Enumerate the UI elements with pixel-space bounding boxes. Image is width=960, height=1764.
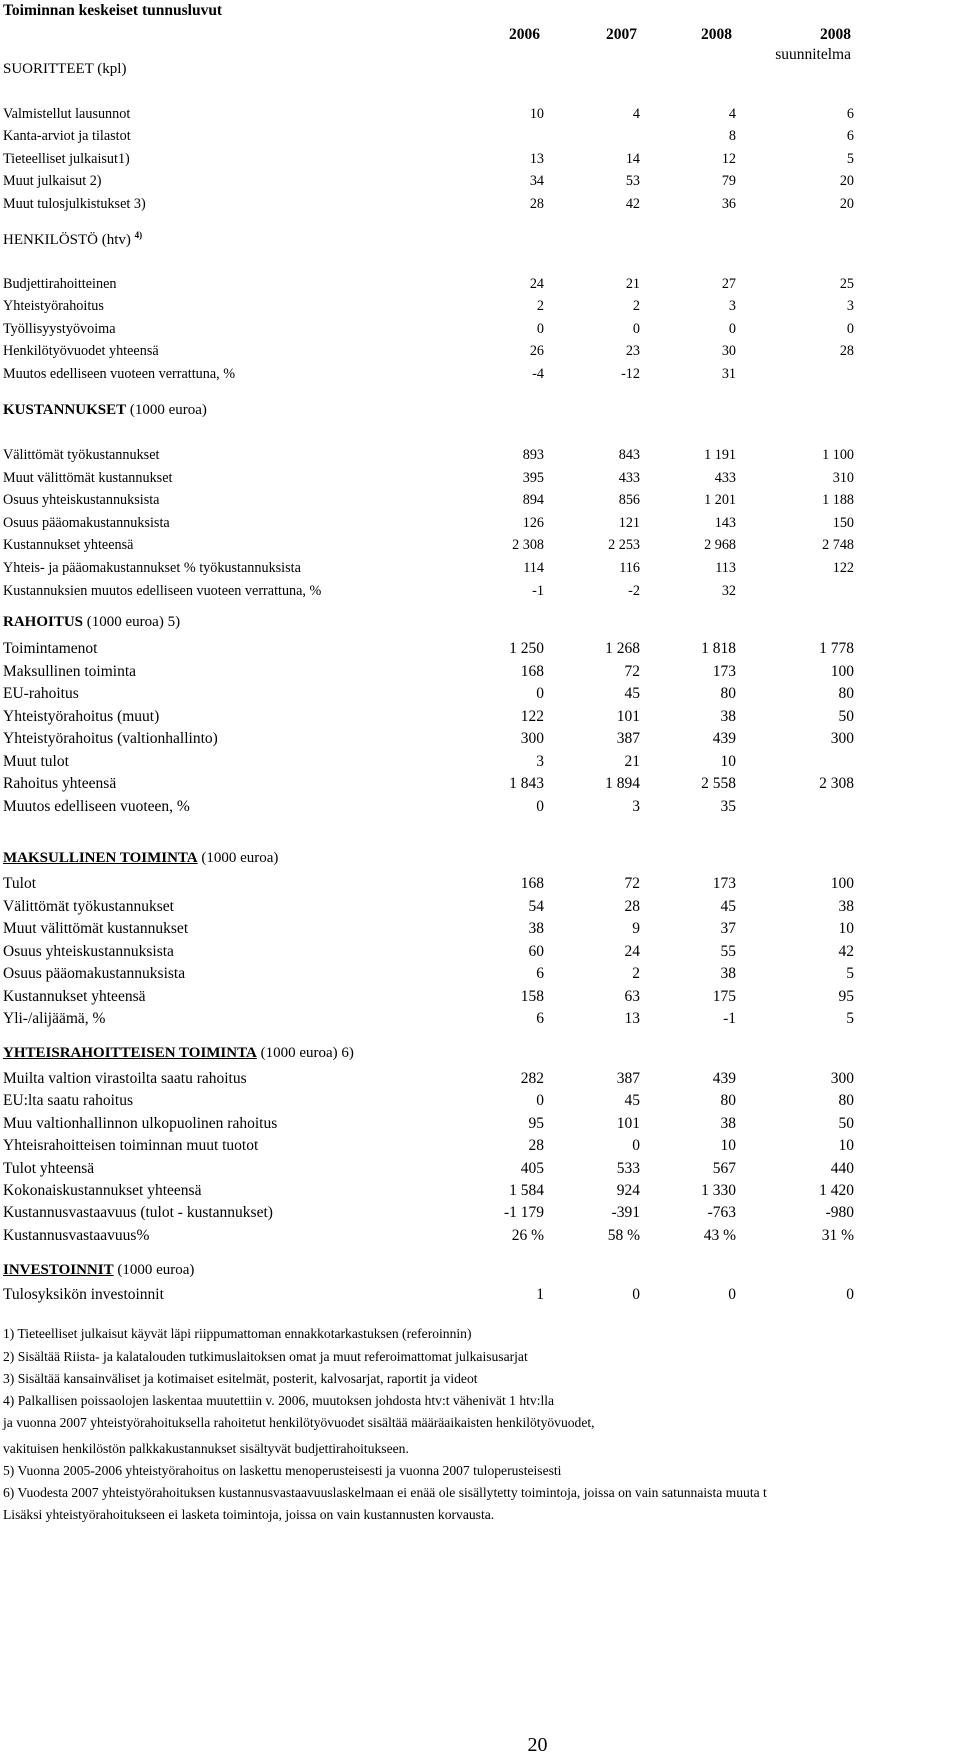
row-value: 9	[632, 920, 640, 937]
row-value: 24	[624, 942, 640, 960]
row-value: 439	[712, 1070, 736, 1087]
row-value: 36	[721, 195, 736, 212]
row-value: 8	[728, 128, 736, 145]
row-label: Yhteistyörahoitus	[3, 298, 104, 315]
row-value: 1 778	[819, 640, 854, 657]
row-value: 2 308	[512, 537, 544, 554]
row-label: Muut tulot	[3, 752, 69, 770]
row-value: 45	[624, 685, 640, 702]
row-value: 95	[838, 987, 854, 1005]
row-label: Yhteistyörahoitus (valtionhallinto)	[3, 730, 218, 747]
row-value: 2	[536, 298, 544, 315]
row-label: Muut välittömät kustannukset	[3, 920, 189, 937]
row-value: 533	[616, 1159, 640, 1177]
row-value: 3	[632, 797, 640, 815]
row-label: Toimintamenot	[3, 640, 98, 657]
row-value: 567	[712, 1159, 736, 1177]
row-value: 28	[624, 897, 640, 915]
row-value: 80	[720, 685, 736, 702]
row-value: 80	[720, 1092, 736, 1110]
row-value: 21	[625, 276, 640, 292]
footnote: 2) Sisältää Riista- ja kalatalouden tutkimuslaitoksen omat ja muut referoimattomat julkaisusarjat	[3, 1349, 528, 1364]
row-value: 50	[838, 707, 854, 725]
row-value: 38	[720, 1114, 736, 1132]
row-value: 122	[520, 707, 544, 725]
row-label: Kokonaiskustannukset yhteensä	[3, 1182, 202, 1199]
table-row	[0, 986, 960, 1008]
table-row	[0, 193, 960, 215]
table-row	[0, 273, 960, 295]
row-value: 168	[520, 662, 544, 680]
row-value: 79	[721, 173, 736, 190]
year-header-2008-plan: 2008	[820, 26, 851, 43]
row-label: EU-rahoitus	[3, 685, 79, 702]
row-value: 50	[838, 1114, 854, 1132]
section-title-yhteisrahoitteinen: YHTEISRAHOITTEISEN TOIMINTA (1000 euroa) 6)	[3, 1045, 354, 1061]
row-value: 5	[846, 965, 854, 982]
row-value: 0	[536, 797, 544, 815]
row-value: 433	[714, 469, 736, 486]
row-value: 27	[721, 276, 736, 292]
row-value: -1	[532, 582, 544, 599]
table-row	[0, 1135, 960, 1157]
table-row	[0, 1068, 960, 1090]
row-value: 3	[536, 752, 544, 770]
row-value: 6	[846, 128, 854, 145]
row-value: 0	[846, 320, 854, 337]
row-value: 843	[618, 447, 640, 463]
row-value: 31	[721, 365, 736, 382]
row-label: Kustannukset yhteensä	[3, 987, 146, 1005]
row-value: 10	[529, 106, 544, 122]
row-value: 13	[624, 1010, 640, 1027]
page-title: Toiminnan keskeiset tunnusluvut	[3, 2, 223, 19]
table-row	[0, 751, 960, 773]
row-value: 54	[528, 897, 544, 915]
row-label: Kanta-arviot ja tilastot	[3, 128, 131, 145]
row-value: 300	[520, 730, 544, 747]
row-value: 122	[832, 560, 854, 576]
row-label: Kustannuksien muutos edelliseen vuoteen verrattuna, %	[3, 582, 322, 599]
footnote: 3) Sisältää kansainväliset ja kotimaiset esitelmät, posterit, kalvosarjat, raportit ja videot	[3, 1371, 478, 1386]
row-value: 60	[528, 942, 544, 960]
row-value: 113	[715, 560, 736, 576]
table-row	[0, 295, 960, 317]
row-value: 13	[529, 150, 544, 167]
table-row	[0, 873, 960, 895]
row-value: 80	[838, 685, 854, 702]
table-row	[0, 125, 960, 147]
row-label: Rahoitus yhteensä	[3, 775, 117, 792]
table-row	[0, 683, 960, 705]
table-row	[0, 796, 960, 818]
table-row	[0, 773, 960, 795]
row-label: Henkilötyövuodet yhteensä	[3, 343, 159, 360]
row-value: 32	[721, 582, 736, 599]
row-label: Tieteelliset julkaisut1)	[3, 150, 130, 167]
row-value: 20	[839, 195, 854, 212]
row-value: 0	[536, 1092, 544, 1110]
year-header-2007: 2007	[606, 26, 637, 43]
row-value: 2 308	[819, 775, 854, 792]
row-value: 43 %	[703, 1226, 736, 1244]
row-label: Osuus pääomakustannuksista	[3, 965, 186, 982]
row-value: 2 253	[608, 537, 640, 554]
row-value: 387	[616, 730, 640, 747]
row-value: 1 894	[605, 775, 640, 792]
row-value: 25	[839, 276, 854, 292]
row-value: 10	[838, 1137, 854, 1155]
row-value: 1	[536, 1286, 544, 1303]
row-value: 58 %	[607, 1226, 640, 1244]
footnote: 6) Vuodesta 2007 yhteistyörahoituksen kustannusvastaavuuslaskelmaan ei enää ole sisällytetty toimintoja, joissa on vain satunnaista muuta t	[3, 1485, 767, 1500]
footnote: ja vuonna 2007 yhteistyörahoituksella rahoitetut henkilötyövuodet sisältää määräaikaisten henkilötyövuodet,	[3, 1415, 595, 1430]
row-value: 300	[830, 1070, 854, 1087]
row-value: 55	[720, 942, 736, 960]
row-value: 440	[830, 1159, 854, 1177]
row-value: 893	[522, 447, 544, 463]
row-label: Muilta valtion virastoilta saatu rahoitus	[3, 1070, 247, 1087]
table-row	[0, 580, 960, 602]
row-value: 34	[529, 173, 544, 190]
row-value: 173	[712, 662, 736, 680]
row-value: -1	[723, 1010, 736, 1027]
row-value: 12	[721, 150, 736, 167]
row-label: Muu valtionhallinnon ulkopuolinen rahoitus	[3, 1114, 278, 1132]
table-row	[0, 1113, 960, 1135]
table-row	[0, 340, 960, 362]
table-row	[0, 941, 960, 963]
row-value: 28	[528, 1137, 544, 1155]
row-value: 38	[720, 707, 736, 725]
row-value: 175	[712, 987, 736, 1005]
row-value: 30	[721, 343, 736, 360]
row-label: Muutos edelliseen vuoteen verrattuna, %	[3, 365, 236, 382]
table-row	[0, 706, 960, 728]
row-value: 42	[625, 195, 640, 212]
table-row	[0, 103, 960, 125]
table-row	[0, 963, 960, 985]
row-label: Osuus pääomakustannuksista	[3, 514, 170, 531]
row-value: 143	[714, 514, 736, 531]
row-value: 6	[536, 1010, 544, 1027]
row-label: Yhteistyörahoitus (muut)	[3, 707, 160, 725]
row-label: Tulot yhteensä	[3, 1159, 95, 1177]
row-value: 5	[846, 150, 854, 167]
row-label: Välittömät työkustannukset	[3, 447, 160, 463]
row-value: 1 201	[704, 492, 736, 509]
row-value: 0	[846, 1286, 854, 1303]
row-value: 45	[720, 897, 736, 915]
table-row	[0, 1284, 960, 1306]
row-value: 158	[520, 987, 544, 1005]
row-value: 100	[830, 662, 854, 680]
table-row	[0, 444, 960, 466]
row-value: 28	[529, 195, 544, 212]
row-value: 21	[624, 752, 640, 770]
table-row	[0, 661, 960, 683]
page-number: 20	[527, 1734, 548, 1756]
row-value: 63	[624, 987, 640, 1005]
row-label: Kustannusvastaavuus%	[3, 1226, 150, 1244]
table-row	[0, 557, 960, 579]
row-label: Muut julkaisut 2)	[3, 173, 102, 190]
row-label: Muut välittömät kustannukset	[3, 469, 173, 486]
table-row	[0, 148, 960, 170]
section-title-rahoitus: RAHOITUS (1000 euroa) 5)	[3, 614, 181, 630]
row-value: 101	[616, 1114, 640, 1132]
row-value: 72	[624, 662, 640, 680]
footnote: 1) Tieteelliset julkaisut käyvät läpi riippumattoman ennakkotarkastuksen (referoinnin)	[3, 1326, 472, 1341]
row-value: 116	[619, 560, 640, 576]
table-row	[0, 728, 960, 750]
row-value: 0	[728, 1286, 736, 1303]
row-value: 1 188	[822, 492, 854, 509]
row-label: Kustannusvastaavuus (tulot - kustannukset)	[3, 1204, 273, 1222]
row-value: 439	[712, 730, 736, 747]
row-label: Muut tulosjulkistukset 3)	[3, 195, 146, 212]
row-label: Yhteisrahoitteisen toiminnan muut tuotot	[3, 1137, 259, 1155]
row-value: 126	[522, 514, 544, 531]
row-value: 4	[728, 106, 736, 122]
row-value: 10	[720, 1137, 736, 1155]
row-value: 3	[728, 298, 736, 315]
row-value: 26 %	[511, 1226, 544, 1244]
year-header-plan-label: suunnitelma	[775, 46, 851, 63]
row-label: Tulot	[3, 875, 37, 892]
row-value: 38	[720, 965, 736, 982]
table-row	[0, 363, 960, 385]
footnote: Lisäksi yhteistyörahoitukseen ei lasketa toimintoja, joissa on vain kustannusten korvausta.	[3, 1507, 495, 1522]
row-label: Budjettirahoitteinen	[3, 276, 117, 292]
row-label: Muutos edelliseen vuoteen, %	[3, 797, 190, 815]
footnote: 5) Vuonna 2005-2006 yhteistyörahoitus on laskettu menoperusteisesti ja vuonna 2007 tuloperusteisesti	[3, 1463, 562, 1478]
row-label: Maksullinen toiminta	[3, 662, 137, 680]
row-value: 2 748	[822, 537, 854, 554]
row-label: Kustannukset yhteensä	[3, 537, 134, 554]
row-value: 101	[616, 707, 640, 725]
row-value: -1 179	[503, 1204, 544, 1222]
table-row	[0, 896, 960, 918]
table-row	[0, 1090, 960, 1112]
section-title-investoinnit: INVESTOINNIT (1000 euroa)	[3, 1262, 195, 1278]
row-value: 37	[720, 920, 736, 937]
row-value: 72	[624, 875, 640, 892]
row-value: 35	[720, 797, 736, 815]
table-row	[0, 1180, 960, 1202]
section-title-kustannukset: KUSTANNUKSET (1000 euroa)	[3, 402, 207, 418]
table-row	[0, 318, 960, 340]
row-value: 2 968	[704, 537, 736, 554]
row-value: 114	[523, 560, 544, 576]
row-value: 14	[625, 150, 640, 167]
row-value: 282	[520, 1070, 544, 1087]
row-label: Valmistellut lausunnot	[3, 106, 131, 122]
section-title-suoritteet: SUORITTEET (kpl)	[3, 61, 127, 77]
row-value: 2 558	[701, 775, 736, 792]
row-value: 3	[846, 298, 854, 315]
row-value: 5	[846, 1010, 854, 1027]
row-value: 168	[520, 875, 544, 892]
row-value: -2	[628, 582, 640, 599]
row-value: 395	[522, 469, 544, 486]
row-label: EU:lta saatu rahoitus	[3, 1092, 133, 1110]
row-value: 1 100	[822, 447, 854, 463]
row-label: Yli-/alijäämä, %	[3, 1010, 106, 1027]
row-value: 405	[520, 1159, 544, 1177]
row-label: Työllisyystyövoima	[3, 320, 116, 337]
row-value: 1 330	[701, 1182, 736, 1199]
table-row	[0, 170, 960, 192]
row-value: 300	[830, 730, 854, 747]
row-value: 0	[632, 1286, 640, 1303]
row-label: Osuus yhteiskustannuksista	[3, 942, 174, 960]
row-value: -4	[532, 365, 544, 382]
row-label: Osuus yhteiskustannuksista	[3, 492, 160, 509]
row-value: 26	[529, 343, 544, 360]
row-value: 80	[838, 1092, 854, 1110]
table-row	[0, 1225, 960, 1247]
row-value: 95	[528, 1114, 544, 1132]
row-value: 4	[632, 106, 640, 122]
row-value: 10	[720, 752, 736, 770]
row-value: 6	[846, 106, 854, 122]
row-value: 150	[832, 514, 854, 531]
row-value: 121	[618, 514, 640, 531]
row-value: 0	[536, 685, 544, 702]
table-row	[0, 512, 960, 534]
table-row	[0, 467, 960, 489]
table-row	[0, 489, 960, 511]
row-value: 2	[632, 298, 640, 315]
row-value: 1 250	[509, 640, 544, 657]
row-value: 10	[838, 920, 854, 937]
year-header-2006: 2006	[509, 26, 540, 43]
table-row	[0, 1202, 960, 1224]
row-value: 1 818	[701, 640, 736, 657]
row-value: 433	[618, 469, 640, 486]
row-value: 1 843	[509, 775, 544, 792]
row-value: 1 268	[605, 640, 640, 657]
row-value: -12	[621, 365, 640, 382]
row-value: 38	[838, 897, 854, 915]
row-value: 310	[832, 469, 854, 486]
table-row	[0, 534, 960, 556]
row-value: 856	[618, 492, 640, 509]
row-value: 924	[616, 1182, 640, 1199]
row-value: 23	[625, 343, 640, 360]
footnote: vakituisen henkilöstön palkkakustannukset sisältyvät budjettirahoitukseen.	[3, 1441, 409, 1456]
row-value: 0	[632, 320, 640, 337]
row-value: 387	[616, 1070, 640, 1087]
row-value: 31 %	[821, 1226, 854, 1244]
row-value: 20	[839, 173, 854, 190]
row-value: -763	[707, 1204, 736, 1222]
row-value: 0	[728, 320, 736, 337]
row-value: 6	[536, 965, 544, 982]
row-value: 1 191	[704, 447, 736, 463]
row-value: 173	[712, 875, 736, 892]
table-row	[0, 1008, 960, 1030]
row-value: 1 584	[509, 1182, 544, 1199]
row-value: -980	[825, 1204, 854, 1222]
row-value: -391	[611, 1204, 640, 1222]
row-label: Yhteis- ja pääomakustannukset % työkustannuksista	[3, 560, 301, 576]
row-value: 1 420	[819, 1182, 854, 1199]
year-header-2008: 2008	[701, 26, 732, 43]
row-label: Välittömät työkustannukset	[3, 897, 174, 915]
row-value: 2	[632, 965, 640, 982]
table-row	[0, 1158, 960, 1180]
row-value: 894	[522, 492, 544, 509]
row-value: 38	[528, 920, 544, 937]
row-label: Tulosyksikön investoinnit	[3, 1286, 164, 1303]
row-value: 0	[632, 1137, 640, 1155]
row-value: 45	[624, 1092, 640, 1110]
row-value: 42	[838, 942, 854, 960]
row-value: 100	[830, 875, 854, 892]
footnote: 4) Palkallisen poissaolojen laskentaa muutettiin v. 2006, muutoksen johdosta htv:t vähenivät 1 htv:lla	[3, 1393, 555, 1408]
row-value: 28	[839, 343, 854, 360]
row-value: 53	[625, 173, 640, 190]
table-row	[0, 638, 960, 660]
section-title-henkilosto: HENKILÖSTÖ (htv) $^{4)}$	[3, 230, 143, 248]
row-value: 0	[536, 320, 544, 337]
table-row	[0, 918, 960, 940]
row-value: 24	[529, 276, 544, 292]
section-title-maksullinen: MAKSULLINEN TOIMINTA (1000 euroa)	[3, 850, 279, 866]
